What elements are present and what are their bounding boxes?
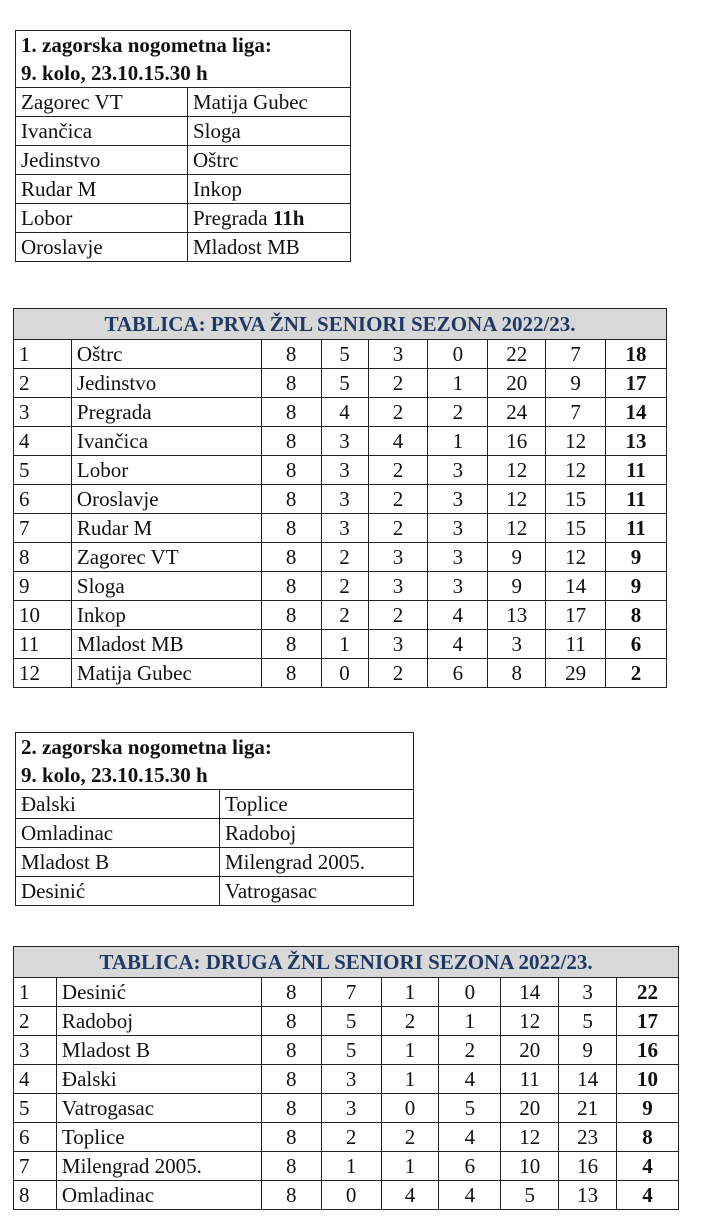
standings-goals-for: 8 (488, 659, 546, 688)
standings-goals-for: 12 (501, 1123, 559, 1152)
standings-draws: 3 (368, 543, 428, 572)
standings-row (14, 978, 679, 1007)
standings-draws: 0 (381, 1094, 439, 1123)
fixture-away-cell (220, 790, 414, 819)
league2-title: 2. zagorska nogometna liga: (21, 735, 272, 759)
standings-team: Toplice (56, 1123, 261, 1152)
fixture-home-team: Zagorec VT (16, 88, 188, 117)
standings-losses: 3 (428, 514, 488, 543)
standings-played: 8 (261, 398, 321, 427)
standings-team: Zagorec VT (71, 543, 261, 572)
standings-team: Rudar M (71, 514, 261, 543)
standings-played: 8 (261, 1094, 321, 1123)
standings-goals-against: 12 (546, 456, 606, 485)
standings-row (14, 514, 667, 543)
standings-draws: 1 (381, 1065, 439, 1094)
standings-goals-against: 9 (559, 1036, 617, 1065)
fixture-row (16, 848, 414, 877)
standings-points: 4 (617, 1152, 679, 1181)
standings-goals-against: 7 (546, 398, 606, 427)
standings-goals-for: 16 (488, 427, 546, 456)
standings-wins: 1 (321, 1152, 381, 1181)
standings-points: 16 (617, 1036, 679, 1065)
standings-wins: 7 (321, 978, 381, 1007)
standings-goals-against: 14 (559, 1065, 617, 1094)
standings-row (14, 1181, 679, 1210)
standings-losses: 1 (428, 427, 488, 456)
standings-wins: 3 (321, 427, 368, 456)
standings-played: 8 (261, 543, 321, 572)
standings-points: 8 (606, 601, 667, 630)
standings-played: 8 (261, 340, 321, 369)
fixture-home-team: Oroslavje (16, 233, 188, 262)
league2-round: 9. kolo, 23.10.15.30 h (21, 763, 208, 787)
standings-points: 2 (606, 659, 667, 688)
standings-points: 18 (606, 340, 667, 369)
standings-draws: 2 (368, 514, 428, 543)
standings-losses: 4 (428, 601, 488, 630)
standings-losses: 2 (439, 1036, 501, 1065)
standings-goals-against: 9 (546, 369, 606, 398)
standings-position: 10 (14, 601, 72, 630)
standings-position: 3 (14, 1036, 57, 1065)
standings-goals-against: 15 (546, 514, 606, 543)
standings-goals-for: 12 (488, 456, 546, 485)
standings-goals-for: 10 (501, 1152, 559, 1181)
fixture-time-note: 11h (272, 205, 305, 230)
standings-position: 5 (14, 456, 72, 485)
standings-position: 1 (14, 340, 72, 369)
standings-draws: 3 (368, 630, 428, 659)
standings-position: 8 (14, 1181, 57, 1210)
fixture-home-team: Ivančica (16, 117, 188, 146)
fixture-away-team: Radoboj (225, 820, 297, 845)
standings-draws: 1 (381, 978, 439, 1007)
standings-played: 8 (261, 514, 321, 543)
standings-goals-against: 13 (559, 1181, 617, 1210)
standings-row (14, 1007, 679, 1036)
standings-wins: 3 (321, 485, 368, 514)
standings-points: 11 (606, 485, 667, 514)
standings-goals-against: 23 (559, 1123, 617, 1152)
standings-row (14, 601, 667, 630)
fixture-away-team: Milengrad 2005. (225, 849, 365, 874)
fixture-away-team: Vatrogasac (225, 878, 318, 903)
fixture-away-team: Oštrc (193, 147, 239, 172)
league2-fixtures-table (15, 732, 414, 906)
fixture-away-cell (188, 233, 351, 262)
fixture-away-team: Matija Gubec (193, 89, 308, 114)
standings-points: 14 (606, 398, 667, 427)
fixture-row (16, 204, 351, 233)
standings-position: 6 (14, 485, 72, 514)
standings-row (14, 1065, 679, 1094)
standings-played: 8 (261, 1065, 321, 1094)
standings-goals-for: 20 (501, 1036, 559, 1065)
standings-position: 2 (14, 1007, 57, 1036)
fixture-row (16, 819, 414, 848)
standings-goals-against: 21 (559, 1094, 617, 1123)
standings-team: Oroslavje (71, 485, 261, 514)
standings-played: 8 (261, 601, 321, 630)
standings-draws: 2 (368, 398, 428, 427)
standings-goals-for: 20 (501, 1094, 559, 1123)
standings-goals-for: 12 (488, 514, 546, 543)
fixture-away-cell (220, 848, 414, 877)
standings-position: 12 (14, 659, 72, 688)
standings-losses: 1 (428, 369, 488, 398)
standings-played: 8 (261, 1181, 321, 1210)
standings-goals-for: 3 (488, 630, 546, 659)
fixture-away-team: Sloga (193, 118, 241, 143)
standings-row (14, 398, 667, 427)
standings-position: 9 (14, 572, 72, 601)
standings-points: 6 (606, 630, 667, 659)
standings-team: Milengrad 2005. (56, 1152, 261, 1181)
standings-row (14, 1094, 679, 1123)
standings-draws: 1 (381, 1152, 439, 1181)
fixture-home-team: Đalski (16, 790, 220, 819)
standings-wins: 2 (321, 572, 368, 601)
standings-losses: 5 (439, 1094, 501, 1123)
standings-goals-for: 12 (501, 1007, 559, 1036)
standings-team: Jedinstvo (71, 369, 261, 398)
standings-draws: 2 (368, 456, 428, 485)
fixture-home-team: Omladinac (16, 819, 220, 848)
fixture-home-team: Lobor (16, 204, 188, 233)
fixture-row (16, 146, 351, 175)
fixture-away-cell (188, 204, 351, 233)
fixture-home-team: Rudar M (16, 175, 188, 204)
standings-team: Mladost MB (71, 630, 261, 659)
standings-points: 9 (606, 572, 667, 601)
standings-losses: 3 (428, 456, 488, 485)
fixture-away-team: Mladost MB (193, 234, 300, 259)
standings-goals-against: 29 (546, 659, 606, 688)
standings-team: Sloga (71, 572, 261, 601)
standings-points: 11 (606, 456, 667, 485)
standings-team: Oštrc (71, 340, 261, 369)
standings-position: 6 (14, 1123, 57, 1152)
standings-goals-against: 3 (559, 978, 617, 1007)
standings-played: 8 (261, 978, 321, 1007)
fixture-away-cell (220, 819, 414, 848)
standings-row (14, 1036, 679, 1065)
standings-points: 4 (617, 1181, 679, 1210)
standings-wins: 3 (321, 1065, 381, 1094)
standings-row (14, 659, 667, 688)
standings-draws: 2 (368, 601, 428, 630)
standings-row (14, 543, 667, 572)
standings-draws: 3 (368, 572, 428, 601)
standings-goals-for: 9 (488, 572, 546, 601)
standings-played: 8 (261, 1036, 321, 1065)
standings-goals-against: 11 (546, 630, 606, 659)
standings-draws: 4 (368, 427, 428, 456)
standings-wins: 0 (321, 1181, 381, 1210)
standings-team: Pregrada (71, 398, 261, 427)
standings-goals-against: 5 (559, 1007, 617, 1036)
standings-wins: 3 (321, 1094, 381, 1123)
fixture-away-cell (188, 117, 351, 146)
fixture-row (16, 117, 351, 146)
standings-wins: 2 (321, 601, 368, 630)
standings-wins: 0 (321, 659, 368, 688)
standings-losses: 6 (439, 1152, 501, 1181)
standings-row (14, 1152, 679, 1181)
standings-goals-for: 9 (488, 543, 546, 572)
standings-row (14, 630, 667, 659)
fixture-home-team: Desinić (16, 877, 220, 906)
standings-row (14, 369, 667, 398)
league1-title: 1. zagorska nogometna liga: (21, 33, 272, 57)
standings-wins: 3 (321, 514, 368, 543)
standings-position: 8 (14, 543, 72, 572)
standings-goals-against: 15 (546, 485, 606, 514)
standings-played: 8 (261, 630, 321, 659)
standings-position: 3 (14, 398, 72, 427)
standings-points: 22 (617, 978, 679, 1007)
standings-row (14, 485, 667, 514)
standings-wins: 5 (321, 369, 368, 398)
standings-position: 4 (14, 427, 72, 456)
standings-played: 8 (261, 369, 321, 398)
standings-team: Đalski (56, 1065, 261, 1094)
fixture-away-cell (188, 88, 351, 117)
standings-goals-against: 7 (546, 340, 606, 369)
standings-played: 8 (261, 485, 321, 514)
standings-position: 2 (14, 369, 72, 398)
standings-team: Inkop (71, 601, 261, 630)
standings-points: 11 (606, 514, 667, 543)
fixture-row (16, 88, 351, 117)
standings-played: 8 (261, 427, 321, 456)
standings-points: 8 (617, 1123, 679, 1152)
standings-points: 17 (606, 369, 667, 398)
standings-draws: 2 (381, 1123, 439, 1152)
standings-draws: 2 (368, 485, 428, 514)
standings-team: Ivančica (71, 427, 261, 456)
standings-team: Desinić (56, 978, 261, 1007)
standings-position: 7 (14, 1152, 57, 1181)
standings-points: 9 (606, 543, 667, 572)
standings-losses: 1 (439, 1007, 501, 1036)
league2-header (16, 733, 414, 790)
fixture-away-team: Pregrada (193, 205, 268, 230)
standings-goals-against: 14 (546, 572, 606, 601)
standings-goals-for: 20 (488, 369, 546, 398)
standings-goals-against: 12 (546, 543, 606, 572)
standings-losses: 3 (428, 572, 488, 601)
standings-losses: 4 (439, 1123, 501, 1152)
standings-goals-for: 24 (488, 398, 546, 427)
standings-team: Vatrogasac (56, 1094, 261, 1123)
standings-losses: 0 (439, 978, 501, 1007)
standings-goals-against: 12 (546, 427, 606, 456)
standings-losses: 4 (439, 1181, 501, 1210)
fixture-away-cell (188, 175, 351, 204)
standings-wins: 2 (321, 1123, 381, 1152)
standings-losses: 3 (428, 543, 488, 572)
standings-position: 1 (14, 978, 57, 1007)
standings-draws: 2 (368, 369, 428, 398)
standings-row (14, 1123, 679, 1152)
league1-standings-title: TABLICA: PRVA ŽNL SENIORI SEZONA 2022/23. (14, 309, 667, 340)
standings-draws: 3 (368, 340, 428, 369)
league2-standings-title: TABLICA: DRUGA ŽNL SENIORI SEZONA 2022/23. (14, 947, 679, 978)
standings-team: Radoboj (56, 1007, 261, 1036)
fixture-row (16, 790, 414, 819)
league1-standings-table (13, 308, 667, 688)
standings-played: 8 (261, 1007, 321, 1036)
standings-points: 9 (617, 1094, 679, 1123)
standings-points: 13 (606, 427, 667, 456)
fixture-home-team: Jedinstvo (16, 146, 188, 175)
standings-row (14, 427, 667, 456)
standings-losses: 4 (428, 630, 488, 659)
standings-row (14, 456, 667, 485)
standings-losses: 0 (428, 340, 488, 369)
standings-goals-for: 5 (501, 1181, 559, 1210)
standings-played: 8 (261, 1123, 321, 1152)
standings-draws: 2 (368, 659, 428, 688)
league1-fixtures-table (15, 30, 351, 262)
fixture-away-cell (188, 146, 351, 175)
standings-losses: 6 (428, 659, 488, 688)
fixture-away-cell (220, 877, 414, 906)
standings-draws: 1 (381, 1036, 439, 1065)
standings-position: 7 (14, 514, 72, 543)
standings-goals-for: 22 (488, 340, 546, 369)
standings-wins: 3 (321, 456, 368, 485)
fixture-row (16, 175, 351, 204)
standings-row (14, 340, 667, 369)
league1-header (16, 31, 351, 88)
standings-wins: 4 (321, 398, 368, 427)
fixture-away-team: Toplice (225, 791, 288, 816)
standings-wins: 5 (321, 1007, 381, 1036)
standings-team: Mladost B (56, 1036, 261, 1065)
standings-losses: 3 (428, 485, 488, 514)
standings-team: Matija Gubec (71, 659, 261, 688)
fixture-away-team: Inkop (193, 176, 242, 201)
standings-team: Lobor (71, 456, 261, 485)
standings-played: 8 (261, 659, 321, 688)
league2-standings-table (13, 946, 679, 1210)
standings-wins: 2 (321, 543, 368, 572)
league1-round: 9. kolo, 23.10.15.30 h (21, 61, 208, 85)
standings-points: 17 (617, 1007, 679, 1036)
standings-goals-against: 16 (559, 1152, 617, 1181)
standings-goals-for: 13 (488, 601, 546, 630)
standings-row (14, 572, 667, 601)
standings-position: 5 (14, 1094, 57, 1123)
standings-draws: 2 (381, 1007, 439, 1036)
fixture-row (16, 233, 351, 262)
standings-goals-for: 12 (488, 485, 546, 514)
standings-wins: 1 (321, 630, 368, 659)
standings-wins: 5 (321, 1036, 381, 1065)
standings-position: 11 (14, 630, 72, 659)
standings-played: 8 (261, 1152, 321, 1181)
standings-goals-against: 17 (546, 601, 606, 630)
standings-position: 4 (14, 1065, 57, 1094)
standings-goals-for: 11 (501, 1065, 559, 1094)
standings-wins: 5 (321, 340, 368, 369)
standings-points: 10 (617, 1065, 679, 1094)
fixture-row (16, 877, 414, 906)
standings-draws: 4 (381, 1181, 439, 1210)
standings-played: 8 (261, 456, 321, 485)
standings-team: Omladinac (56, 1181, 261, 1210)
fixture-home-team: Mladost B (16, 848, 220, 877)
standings-played: 8 (261, 572, 321, 601)
standings-goals-for: 14 (501, 978, 559, 1007)
standings-losses: 2 (428, 398, 488, 427)
standings-losses: 4 (439, 1065, 501, 1094)
